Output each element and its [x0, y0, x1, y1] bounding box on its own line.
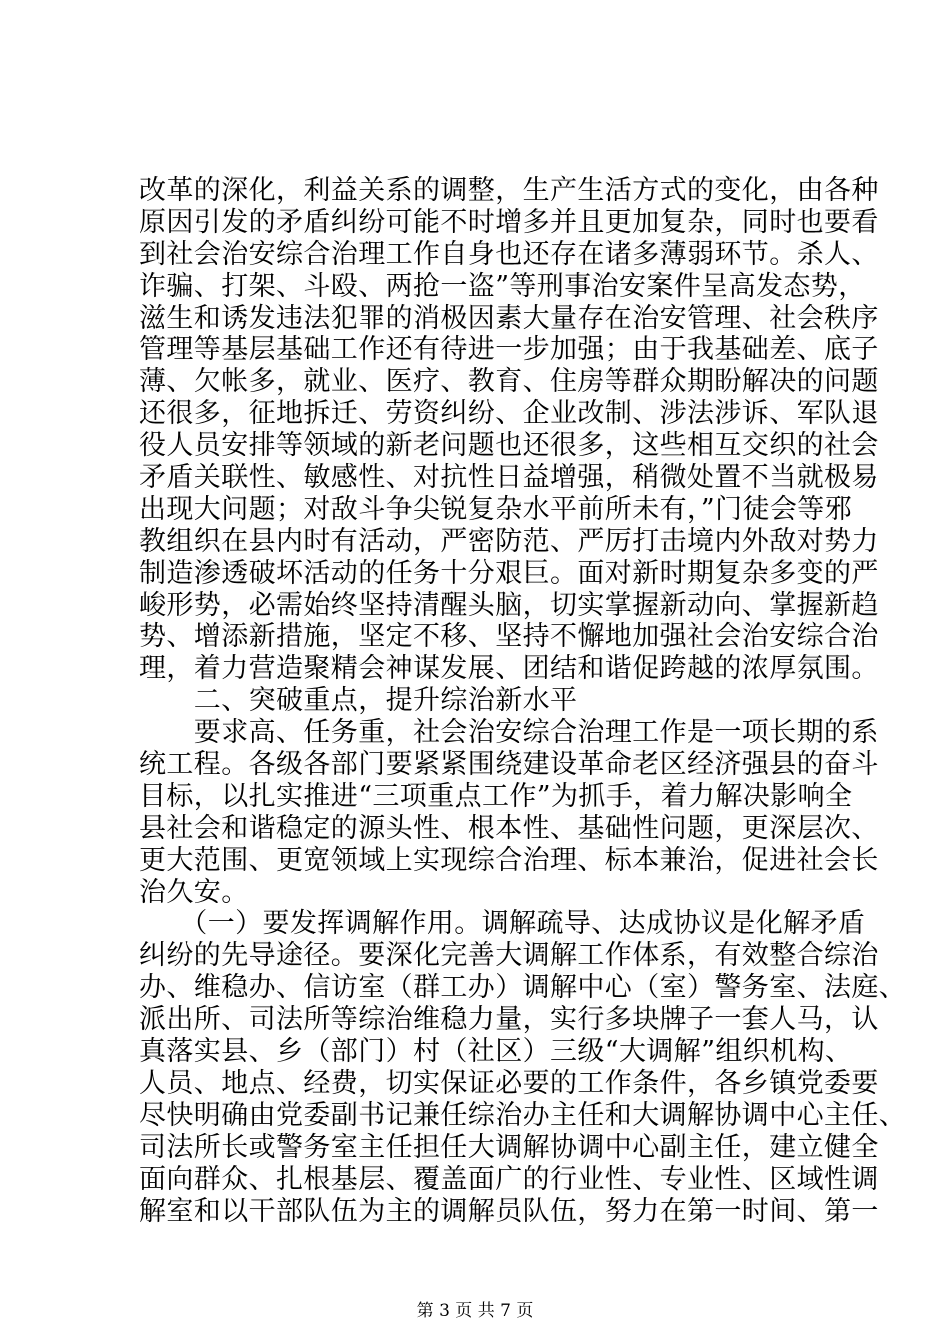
text-line: 办、维稳办、信访室（群工办）调解中心（室）警务室、法庭、: [139, 972, 907, 1004]
text-line: 势、增添新措施，坚定不移、坚持不懈地加强社会治安综合治: [139, 621, 879, 653]
text-line: 理，着力营造聚精会神谋发展、团结和谐促跨越的浓厚氛围。: [139, 653, 879, 685]
text-line: 诈骗、打架、斗殴、两抢一盗”等刑事治安案件呈高发态势，: [139, 270, 866, 302]
text-line: 峻形势，必需始终坚持清醒头脑，切实掌握新动向、掌握新趋: [139, 589, 879, 621]
text-line: 尽快明确由党委副书记兼任综治办主任和大调解协调中心主任、: [139, 1099, 907, 1131]
text-line: 出现大问题；对敌斗争尖锐复杂水平前所未有，”门徒会等邪: [139, 493, 853, 525]
text-line: 役人员安排等领域的新老问题也还很多，这些相互交织的社会: [139, 430, 879, 462]
text-line: 目标，以扎实推进“三项重点工作”为抓手，着力解决影响全: [139, 780, 853, 812]
text-line: 面向群众、扎根基层、覆盖面广的行业性、专业性、区域性调: [139, 1163, 879, 1195]
text-line: 滋生和诱发违法犯罪的消极因素大量存在治安管理、社会秩序: [139, 302, 879, 334]
body-text: [139, 175, 907, 1227]
text-line: 矛盾关联性、敏感性、对抗性日益增强，稍微处置不当就极易: [139, 462, 879, 494]
text-line: 真落实县、乡（部门）村（社区）三级“大调解”组织机构、: [139, 1036, 853, 1068]
text-line: 制造渗透破坏活动的任务十分艰巨。面对新时期复杂多变的严: [139, 557, 879, 589]
text-line: 司法所长或警务室主任担任大调解协调中心副主任，建立健全: [139, 1131, 879, 1163]
text-line: 治久安。: [139, 876, 249, 908]
text-line: 县社会和谐稳定的源头性、根本性、基础性问题，更深层次、: [139, 812, 879, 844]
text-line: 更大范围、更宽领域上实现综合治理、标本兼治，促进社会长: [139, 844, 879, 876]
text-line: 要求高、任务重，社会治安综合治理工作是一项长期的系: [139, 717, 879, 749]
text-line: 到社会治安综合治理工作自身也还存在诸多薄弱环节。杀人、: [139, 238, 879, 270]
text-line: 人员、地点、经费，切实保证必要的工作条件，各乡镇党委要: [139, 1067, 879, 1099]
text-line: 薄、欠帐多，就业、医疗、教育、住房等群众期盼解决的问题: [139, 366, 879, 398]
text-line: （一）要发挥调解作用。调解疏导、达成协议是化解矛盾: [139, 908, 866, 940]
text-line: 原因引发的矛盾纠纷可能不时增多并且更加复杂，同时也要看: [139, 206, 879, 238]
text-line: 纠纷的先导途径。要深化完善大调解工作体系，有效整合综治: [139, 940, 879, 972]
text-line: 解室和以干部队伍为主的调解员队伍，努力在第一时间、第一: [139, 1195, 879, 1227]
text-line: 统工程。各级各部门要紧紧围绕建设革命老区经济强县的奋斗: [139, 749, 879, 781]
text-line: 教组织在县内时有活动，严密防范、严厉打击境内外敌对势力: [139, 525, 879, 557]
text-line: 二、突破重点，提升综治新水平: [139, 685, 578, 717]
text-line: 还很多，征地拆迁、劳资纠纷、企业改制、涉法涉诉、军队退: [139, 398, 879, 430]
text-line: 改革的深化，利益关系的调整，生产生活方式的变化，由各种: [139, 175, 879, 206]
text-line: 管理等基层基础工作还有待进一步加强；由于我基础差、底子: [139, 334, 879, 366]
page-footer: 第 3 页 共 7 页: [416, 1301, 534, 1321]
text-line: 派出所、司法所等综治维稳力量，实行多块牌子一套人马，认: [139, 1004, 879, 1036]
